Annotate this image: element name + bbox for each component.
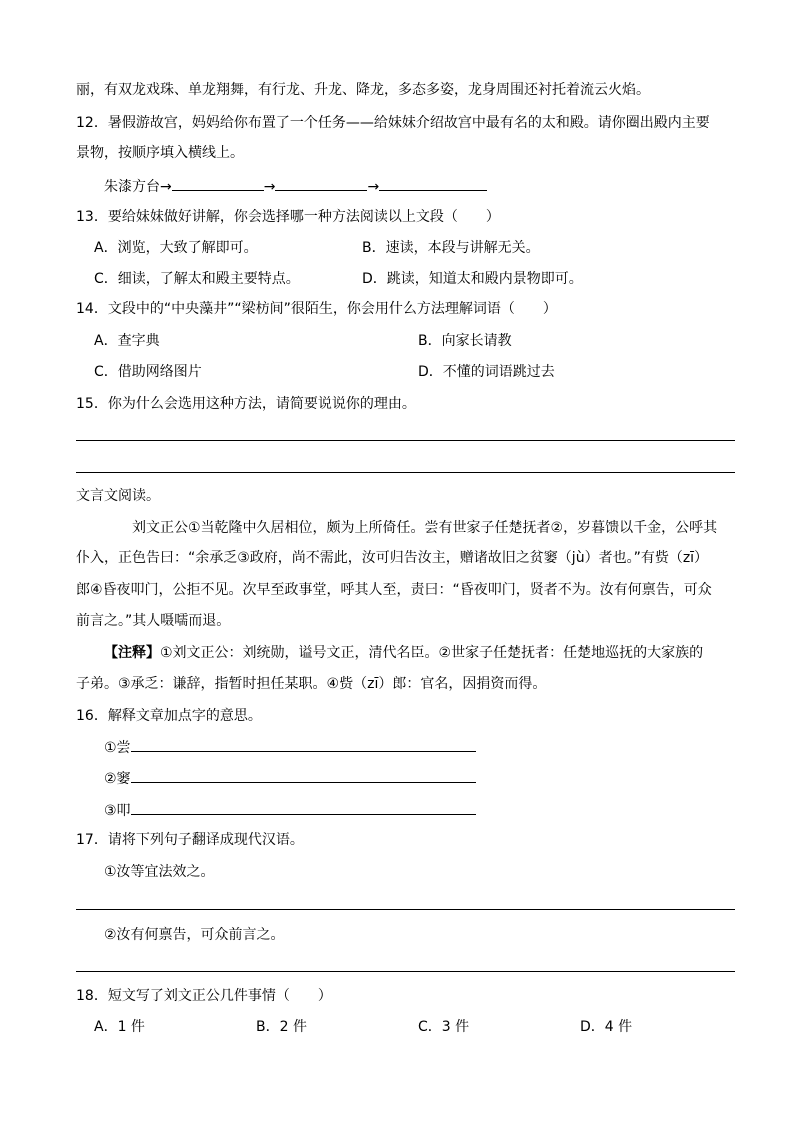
- q14-option-c[interactable]: C．借助网络图片: [94, 364, 202, 380]
- q12-answer-row: [104, 176, 487, 197]
- q18-stem: 18．短文写了刘文正公几件事情（ ）: [76, 988, 332, 1004]
- q13-option-c[interactable]: C．细读，了解太和殿主要特点。: [94, 271, 300, 287]
- arrow-2: →: [263, 179, 276, 195]
- q16-item-2-label: ②窭: [104, 771, 131, 787]
- q12-blank-3[interactable]: [379, 176, 487, 191]
- q16-item-3: [104, 800, 476, 821]
- arrow-1: →: [160, 179, 172, 195]
- q18-option-c[interactable]: C．3 件: [418, 1019, 470, 1035]
- notes-text-1: ①刘文正公：刘统勋，谥号文正，清代名臣。②世家子任楚抚者：任楚地巡抚的大家族的: [160, 645, 704, 661]
- notes-line-1: [104, 643, 703, 663]
- notes-line-2: 子弟。③承乏：谦辞，指暂时担任某职。④赀（zī）郎：官名，因捐资而得。: [76, 676, 547, 692]
- q18-option-b[interactable]: B．2 件: [256, 1019, 307, 1035]
- notes-label: 【注释】: [104, 645, 160, 661]
- q17-stem: 17．请将下列句子翻译成现代汉语。: [76, 832, 304, 848]
- q15-answer-line-2[interactable]: [76, 472, 735, 473]
- q16-item-3-label: ③叩: [104, 803, 131, 819]
- q17-answer-line-2[interactable]: [76, 971, 735, 972]
- q18-option-a[interactable]: A．1 件: [94, 1019, 145, 1035]
- passage-line-2: 仆入，正色告曰：“余承乏③政府，尚不需此，汝可归告汝主，赠诸故旧之贫窭（jù）者也。”有赀（zī）: [76, 550, 709, 566]
- q17-sentence-2: ②汝有何禀告，可众前言之。: [104, 927, 285, 943]
- q13-stem: 13．要给妹妹做好讲解，你会选择哪一种方法阅读以上文段（ ）: [76, 209, 500, 225]
- q16-blank-1[interactable]: [131, 737, 476, 752]
- classical-heading: 文言文阅读。: [76, 488, 160, 504]
- q15-answer-line-1[interactable]: [76, 440, 735, 441]
- q14-option-d[interactable]: D．不懂的词语跳过去: [418, 364, 555, 380]
- q17-sentence-1: ①汝等宜法效之。: [104, 864, 215, 880]
- q16-item-1-label: ①尝: [104, 740, 131, 756]
- q13-option-a[interactable]: A．浏览，大致了解即可。: [94, 240, 258, 256]
- q16-blank-2[interactable]: [131, 768, 476, 783]
- q13-option-d[interactable]: D．跳读，知道太和殿内景物即可。: [362, 271, 583, 287]
- passage-line-4: 前言之。”其人嗫嚅而退。: [76, 613, 231, 629]
- q15-stem: 15．你为什么会选用这种方法，请简要说说你的理由。: [76, 396, 416, 412]
- q12-blank-1[interactable]: [172, 176, 264, 191]
- q12-start-text: 朱漆方台: [104, 179, 160, 195]
- q14-stem: 14．文段中的“中央藻井”“梁枋间”很陌生，你会用什么方法理解词语（ ）: [76, 301, 557, 317]
- q16-blank-3[interactable]: [131, 800, 476, 815]
- q14-option-b[interactable]: B．向家长请教: [418, 333, 512, 349]
- intro-line: 丽，有双龙戏珠、单龙翔舞，有行龙、升龙、降龙，多态多姿，龙身周围还衬托着流云火焰。: [76, 82, 650, 98]
- passage-line-3: 郎④昏夜叩门，公拒不见。次早至政事堂，呼其人至，责曰：“昏夜叩门，贤者不为。汝有何禀告，可众: [76, 582, 712, 598]
- q16-item-2: [104, 768, 476, 789]
- q17-answer-line-1[interactable]: [76, 909, 735, 910]
- q13-option-b[interactable]: B．速读，本段与讲解无关。: [362, 240, 540, 256]
- q18-option-d[interactable]: D．4 件: [580, 1019, 633, 1035]
- q12-stem-line1: 12．暑假游故宫，妈妈给你布置了一个任务——给妹妹介绍故宫中最有名的太和殿。请你圈出殿内主要: [76, 115, 710, 131]
- q12-stem-line2: 景物，按顺序填入横线上。: [76, 145, 244, 161]
- arrow-3: →: [367, 179, 380, 195]
- passage-line-1: 刘文正公①当乾隆中久居相位，颇为上所倚任。尝有世家子任楚抚者②，岁暮馈以千金，公呼其: [132, 520, 718, 536]
- q16-stem: 16．解释文章加点字的意思。: [76, 708, 262, 724]
- q12-blank-2[interactable]: [275, 176, 367, 191]
- q16-item-1: [104, 737, 476, 758]
- q14-option-a[interactable]: A．查字典: [94, 333, 160, 349]
